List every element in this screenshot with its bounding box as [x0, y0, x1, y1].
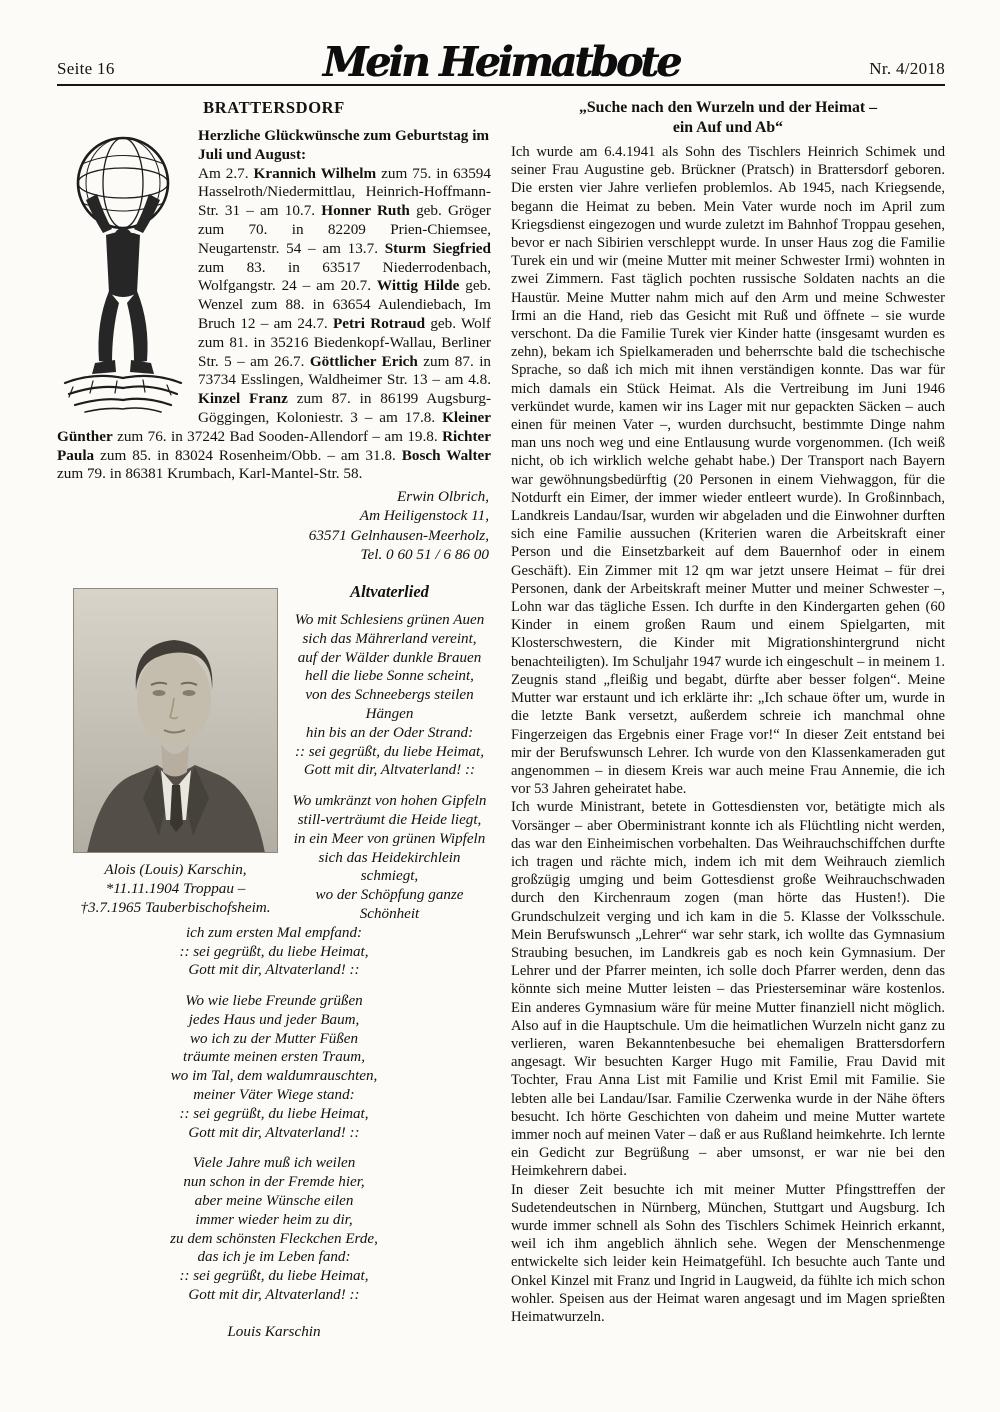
poem-title: Altvaterlied — [350, 581, 429, 601]
poem-line: Wo mit Schlesiens grünen Auen — [294, 611, 485, 628]
text-line: Tel. 0 60 51 / 6 86 00 — [360, 545, 489, 563]
poem-line: in ein Meer von grünen Wipfeln — [293, 830, 486, 847]
poem-line: wo der Schöpfung ganze Schönheit — [315, 887, 464, 922]
globe — [78, 138, 168, 228]
poem-line: Wo wie liebe Freunde grüßen — [185, 993, 363, 1010]
poem-line: wo im Tal, dem waldumrauschten, — [170, 1068, 378, 1085]
poem-line: nun schon in der Fremde hier, — [183, 1174, 365, 1191]
page-header — [57, 26, 945, 86]
text-line: †3.7.1965 Tauberbischofsheim. — [80, 898, 271, 916]
karschin-portrait-photo — [73, 588, 278, 853]
birthday-name: Göttlicher Erich — [309, 352, 418, 370]
text-line: „Suche nach den Wurzeln und der Heimat – — [579, 99, 877, 116]
poem-line: :: sei gegrüßt, du liebe Heimat, — [294, 743, 485, 760]
poem-author: Louis Karschin — [227, 1322, 321, 1340]
birthday-name: Kinzel Franz — [198, 390, 288, 408]
poem-line: hin bis an der Oder Strand: — [305, 724, 474, 741]
poem-line: Viele Jahre muß ich weilen — [192, 1155, 356, 1172]
text-line: Erwin Olbrich, — [397, 488, 489, 506]
poem-line: auf der Wälder dunkle Brauen — [297, 649, 482, 666]
article-paragraph: In dieser Zeit besuchte ich mit meiner Mutter Pfingsttreffen der Sudetendeutschen in Nürnberg, München, Stuttgart und Augsburg. Ich wurde immer schnell als Sohn des Tischlers Schimek Heinrich erkannt, weil ich ihm angeblich ähnlich sehe. Wegen der Menschenmenge entwickelte sich leider kein Heimatgefühl. Ich besuchte auch Tante und Onkel Kinzel mit Franz und Ingrid in Laugweid, da fühlte ich mich schon wohler. Speisen aus der Heimat waren angesagt und im Magen sprießten Heimatwurzeln. — [511, 1181, 945, 1325]
birthday-subtitle: Herzliche Glückwünsche zum Geburtstag im Juli und August: — [198, 127, 490, 163]
photo-caption — [73, 861, 278, 917]
poem-line: :: sei gegrüßt, du liebe Heimat, — [179, 1105, 369, 1122]
ground-scribble — [65, 376, 181, 412]
birthday-name: Honner Ruth — [321, 202, 410, 220]
poem-stanza — [57, 1154, 491, 1304]
poem-line: jedes Haus und jeder Baum, — [188, 1011, 360, 1028]
birthday-name: Krannich Wilhelm — [253, 164, 377, 182]
poem-line: sich das Heidekirchlein schmiegt, — [318, 849, 461, 885]
poem-line: immer wieder heim zu dir, — [195, 1211, 353, 1228]
page-columns — [57, 98, 945, 1341]
eye-right — [183, 690, 196, 696]
altvaterlied-section — [57, 582, 491, 1341]
birthday-name: Richter Paula — [57, 427, 492, 464]
poem-line: sich das Mährerland vereint, — [302, 630, 477, 647]
poem-line: :: sei gegrüßt, du liebe Heimat, — [179, 943, 369, 960]
article-paragraph: Ich wurde am 6.4.1941 als Sohn des Tischlers Heinrich Schimek und seiner Frau Augustine geb. Brückner (Pratsch) in Brattersdorf geboren. Die ersten vier Jahre verliefen problemlos. Ab 1945, nach Kriegsende, begann die Heimat zu beben. Mein Vater wurde noch im April zum Kriegsdienst eingezogen und wurde zuletzt im Bahnhof Troppau gesehen, bevor er nach Sibirien verschleppt wurde. In unser Haus zog die Familie Turek ein und wir (meine Mutter mit meiner Schwester Irmi) wohnten in zwei Zimmern. Fast täglich pochten russische Soldaten nachts an die Haustür. Meine Mutter nahm mich auf den Arm und meine Schwester Irmi an die Hand, rieb das Gesicht mit Ruß und öffnete – sie wurde verschont. Da die Familie Turek vier Kinder hatte (insgesamt wurden es zehn), bekam ich Spielkameraden und beherrschte bald die tschechische Sprache, so daß ich mich mit ihnen verständigen konnte. Das war für mich damals ein Stück Heimat. Als die Vertreibung im Juni 1946 verkündet wurde, kamen wir ins Lager mit nur gepackten Säcken – auch einen für meinen Vater –, wurden durchsucht, bestimmte Dinge nahm man uns noch weg und eine Entlausung wurde vorgenommen. (Ich weiß nicht, ob ich wirklich welche gehabt habe.) Der Transport nach Bayern war gewöhnungsbedürftig (20 Personen in einem Viehwaggon, für die Notdurft ein Eimer, der immer wieder entleert wurde). In Großinnbach, Landkreis Landau/Isar, wurden wir abgeladen und die Einwohner durften sich eine Familie aussuchen (Kriterien waren die Arbeitskraft einer Person und die Einsetzbarkeit auf dem Bauernhof oder in einem Geschäft). Ein Zimmer mit 12 qm war jetzt unsere Heimat – für drei Personen, dank der Arbeitskraft meiner Mutter und meiner Schwester –, Lohn war das tägliche Essen. Ich durfte in den Kindergarten gehen (60 Kinder in einem großen Raum und einem Spielgarten, mit Klosterschwestern, die Kinder mit Migrationshintergrund nicht benachteiligten). Im Schuljahr 1947 wurde ich eingeschult – in meinem 1. Zeugnis stand „fleißig und begabt, dürfte aber besser folgen“. Meine Mutter war erstaunt und ich erklärte ihr: „Ich schaue öfter um, wurde in die letzte Bank versetzt, außerdem schreie ich manchmal ohne Fingerzeigen das Ergebnis einer Frage vor!“ In dieser Zeit entstand bei mir der Berufswunsch Lehrer. Ich wurde von den Klassenkameraden gut angenommen – in diesem Kreis war auch meine Frau Annemie, die ich vor 53 Jahren geheiratet habe. — [511, 144, 945, 798]
text-line: 63571 Gelnhausen-Meerholz, — [308, 526, 489, 544]
birthday-name: Kleiner Günther — [57, 408, 491, 445]
page-number: Seite 16 — [57, 59, 115, 78]
contact-signature — [57, 487, 491, 564]
poem-line: träumte meinen ersten Traum, — [183, 1049, 365, 1066]
article-section — [511, 98, 945, 1326]
atlas-globe-illustration — [59, 129, 187, 419]
poem-line: Gott mit dir, Altvaterland! :: — [303, 762, 476, 779]
karschin-photo-figure — [73, 588, 278, 917]
poem-line: :: sei gegrüßt, du liebe Heimat, — [179, 1268, 369, 1285]
birthday-name: Sturm Siegfried — [384, 239, 491, 257]
text-line: ein Auf und Ab“ — [672, 119, 784, 136]
poem-line: ich zum ersten Mal empfand: — [185, 924, 363, 941]
poem-stanza — [57, 992, 491, 1142]
left-column — [57, 98, 491, 1341]
poem-line: zu dem schönsten Fleckchen Erde, — [170, 1230, 378, 1247]
eye-left — [153, 690, 166, 696]
poem-line: still-verträumt die Heide liegt, — [297, 811, 482, 828]
poem-line: das ich je im Leben fand: — [197, 1249, 351, 1266]
masthead-logo: Mein Heimatbote — [322, 38, 680, 86]
poem-line: aber meine Wünsche eilen — [194, 1193, 354, 1210]
brattersdorf-section — [57, 98, 491, 564]
poem-line: hell die liebe Sonne scheint, — [305, 668, 474, 685]
birthday-announcements: Am 2.7. Krannich Wilhelm zum 75. in 63594 Hasselroth/Niedermittlau, Heinrich-Hoffmann-Str. 31 – am 10.7. Honner Ruth geb. Gröger zum 70. in 82209 Prien-Chiemsee, Neugartenstr. 54 – am 13.7. Sturm Siegfried zum 83. in 63517 Niederrodenbach, Wolfgangstr. 24 – am 20.7. Wittig Hilde geb. Wenzel zum 88. in 63654 Aulendiebach, Im Bruch 12 – am 24.7. Petri Rotraud geb. Wolf zum 81. in 35216 Biedenkopf-Wallau, Berliner Str. 5 – am 26.7. Göttlicher Erich zum 87. in 73734 Esslingen, Waldheimer Str. 13 – am 4.8. Kinzel Franz zum 87. in 86199 Augsburg-Göggingen, Koloniestr. 3 – am 17.8. Kleiner Günther zum 76. in 37242 Bad Sooden-Allendorf – am 19.8. Richter Paula zum 85. in 83024 Rosenheim/Obb. – am 31.8. Bosch Walter zum 79. in 86381 Krumbach, Karl-Mantel-Str. 58. — [57, 164, 492, 483]
poem-line: meiner Väter Wiege stand: — [193, 1087, 355, 1104]
poem-line: Gott mit dir, Altvaterland! :: — [188, 962, 360, 979]
poem-line: Wo umkränzt von hohen Gipfeln — [292, 793, 487, 810]
poem-line: Gott mit dir, Altvaterland! :: — [188, 1287, 360, 1304]
right-column — [511, 98, 945, 1341]
poem-line: von des Schneebergs steilen Hängen — [305, 687, 474, 722]
article-body — [511, 143, 945, 1326]
section-title: BRATTERSDORF — [203, 98, 345, 117]
birthday-name: Petri Rotraud — [332, 314, 426, 332]
atlas-globe-icon — [59, 129, 187, 419]
poem-line: Gott mit dir, Altvaterland! :: — [188, 1124, 360, 1141]
birthday-name: Bosch Walter — [401, 446, 491, 464]
text-line: Am Heiligenstock 11, — [359, 507, 489, 525]
text-line: Alois (Louis) Karschin, — [104, 860, 247, 878]
issue-number: Nr. 4/2018 — [869, 59, 945, 78]
text-line: *11.11.1904 Troppau – — [105, 879, 246, 897]
birthday-name: Wittig Hilde — [376, 277, 460, 295]
poem-line: wo ich zu der Mutter Füßen — [189, 1030, 359, 1047]
article-paragraph: Ich wurde Ministrant, betete in Gottesdiensten vor, betätigte mich als Vorsänger – aber Oberministrant konnte ich als Flüchtling nicht werden, das war den Einheimischen vorbehalten. Das Weihrauchschiffchen durfte ich tragen und rächte mich, indem ich mit dem Weihrauch ziemlich großzügig umging und beim Gottesdienst große Weihrauchschwaden durch den Kirchenraum zogen (man hörte das Husten!). Die Grundschulzeit verging und ich kam in die 5. Klasse der Volksschule. Mein Berufswunsch „Lehrer“ war sehr stark, ich wollte das Gymnasium Straubing besuchen, im Landkreis gab es noch kein Gymnasium. Der Lehrer und der Pfarrer meinten, ich solle doch Pfarrer werden, denn das könnte sich meine Mutter leisten – das Priesterseminar wäre kostenlos. Ein anderes Gymnasium wäre für meine Mutter finanziell nicht möglich. Also auf in die Hauptschule. Um die heimatlichen Wurzeln nicht ganz zu verlieren, waren Bekanntenbesuche bei ehemaligen Brattersdorfern angesagt. Wir besuchten Karger Hugo mit Familie, Frau David mit Tochter, Frau Anna List mit Familie und Krist Emil mit Familie. Sie lebten alle bei Landau/Isar. Familie Czerwenka wurde in der Nähe öfters besucht. Ich hörte Geschichten von daheim und meine Mutter wartete immer noch auf meinen Vater – daß er aus Rußland heimkehrte. Ich lernte ein Gedicht zur Begrüßung – aber umsonst, er war nie bei den Heimkehrern dabei. — [511, 799, 945, 1180]
article-title — [511, 98, 945, 138]
